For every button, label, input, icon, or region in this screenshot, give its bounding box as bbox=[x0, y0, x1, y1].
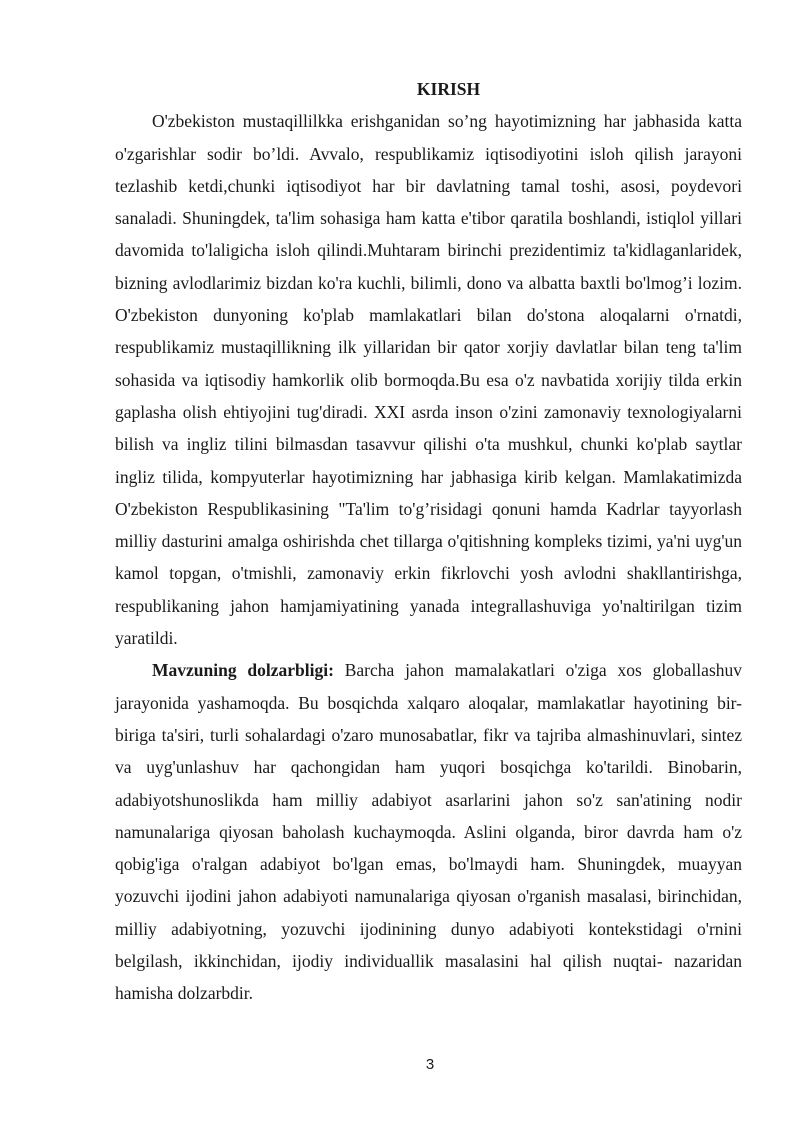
relevance-paragraph bbox=[115, 654, 742, 1009]
relevance-lead: Mavzuning dolzarbligi: bbox=[152, 660, 334, 681]
intro-paragraph bbox=[115, 105, 742, 654]
relevance-paragraph-text: Barcha jahon mamalakatlari o'ziga xos globallashuv jarayonida yashamoqda. Bu bosqichda xalqaro aloqalar, mamlakatlar hayotining bir-biriga ta'siri, turli sohalardagi o'zaro munosabatlar, fikr va tajriba almashinuvlari, sintez va uyg'unlashuv har qachongidan ham yuqori bosqichga ko'tarildi. Binobarin, adabiyotshunoslikda ham milliy adabiyot asarlarini jahon so'z san'atining nodir namunalariga qiyosan baholash kuchaymoqda. Aslini olganda, biror davrda ham o'z qobig'iga o'ralgan adabiyot bo'lgan emas, bo'lmaydi ham. Shuningdek, muayyan yozuvchi ijodini jahon adabiyoti namunalariga qiyosan o'rganish masalasi, birinchidan, milliy adabiyotning, yozuvchi ijodinining dunyo adabiyoti kontekstidagi o'rnini belgilash, ikkinchidan, ijodiy individuallik masalasini hal qilish nuqtai- nazaridan hamisha dolzarbdir. bbox=[115, 660, 742, 1004]
page-number: 3 bbox=[425, 1056, 435, 1073]
page-content bbox=[115, 73, 742, 1010]
page-title: KIRISH bbox=[416, 79, 481, 99]
intro-paragraph-text: O'zbekiston mustaqillilkka erishganidan so’ng hayotimizning har jabhasida katta o'zgarishlar sodir bo’ldi. Avvalo, respublikamiz iqtisodiyotini isloh qilish jarayoni tezlashib ketdi,chunki iqtisodiyot har bir davlatning tamal toshi, asosi, poydevori sanaladi. Shuningdek, ta'lim sohasiga ham katta e'tibor qaratila boshlandi, istiqlol yillari davomida to'laligicha isloh qilindi.Muhtaram birinchi prezidentimiz ta'kidlaganlaridek, bizning avlodlarimiz bizdan ko'ra kuchli, bilimli, dono va albatta baxtli bo'lmog’i lozim. O'zbekiston dunyoning ko'plab mamlakatlari bilan do'stona aloqalarni o'rnatdi, respublikamiz mustaqillikning ilk yillaridan bir qator xorjiy davlatlar bilan teng ta'lim sohasida va iqtisodiy hamkorlik olib bormoqda.Bu esa o'z navbatida xorijiy tilda erkin gaplasha olish ehtiyojini tug'diradi. XXI asrda inson o'zini zamonaviy texnologiyalarni bilish va ingliz tilini bilmasdan tasavvur qilishi o'ta mushkul, chunki ko'plab saytlar ingliz tilida, kompyuterlar hayotimizning har jabhasiga kirib kelgan. Mamlakatimizda O'zbekiston Respublikasining "Ta'lim to'g’risidagi qonuni hamda Kadrlar tayyorlash milliy dasturini amalga oshirishda chet tillarga o'qitishning kompleks tizimi, ya'ni uyg'un kamol topgan, o'tmishli, zamonaviy erkin fikrlovchi yosh avlodni shakllantirishga, respublikaning jahon hamjamiyatining yanada integrallashuviga yo'naltirilgan tizim yaratildi. bbox=[115, 111, 742, 649]
